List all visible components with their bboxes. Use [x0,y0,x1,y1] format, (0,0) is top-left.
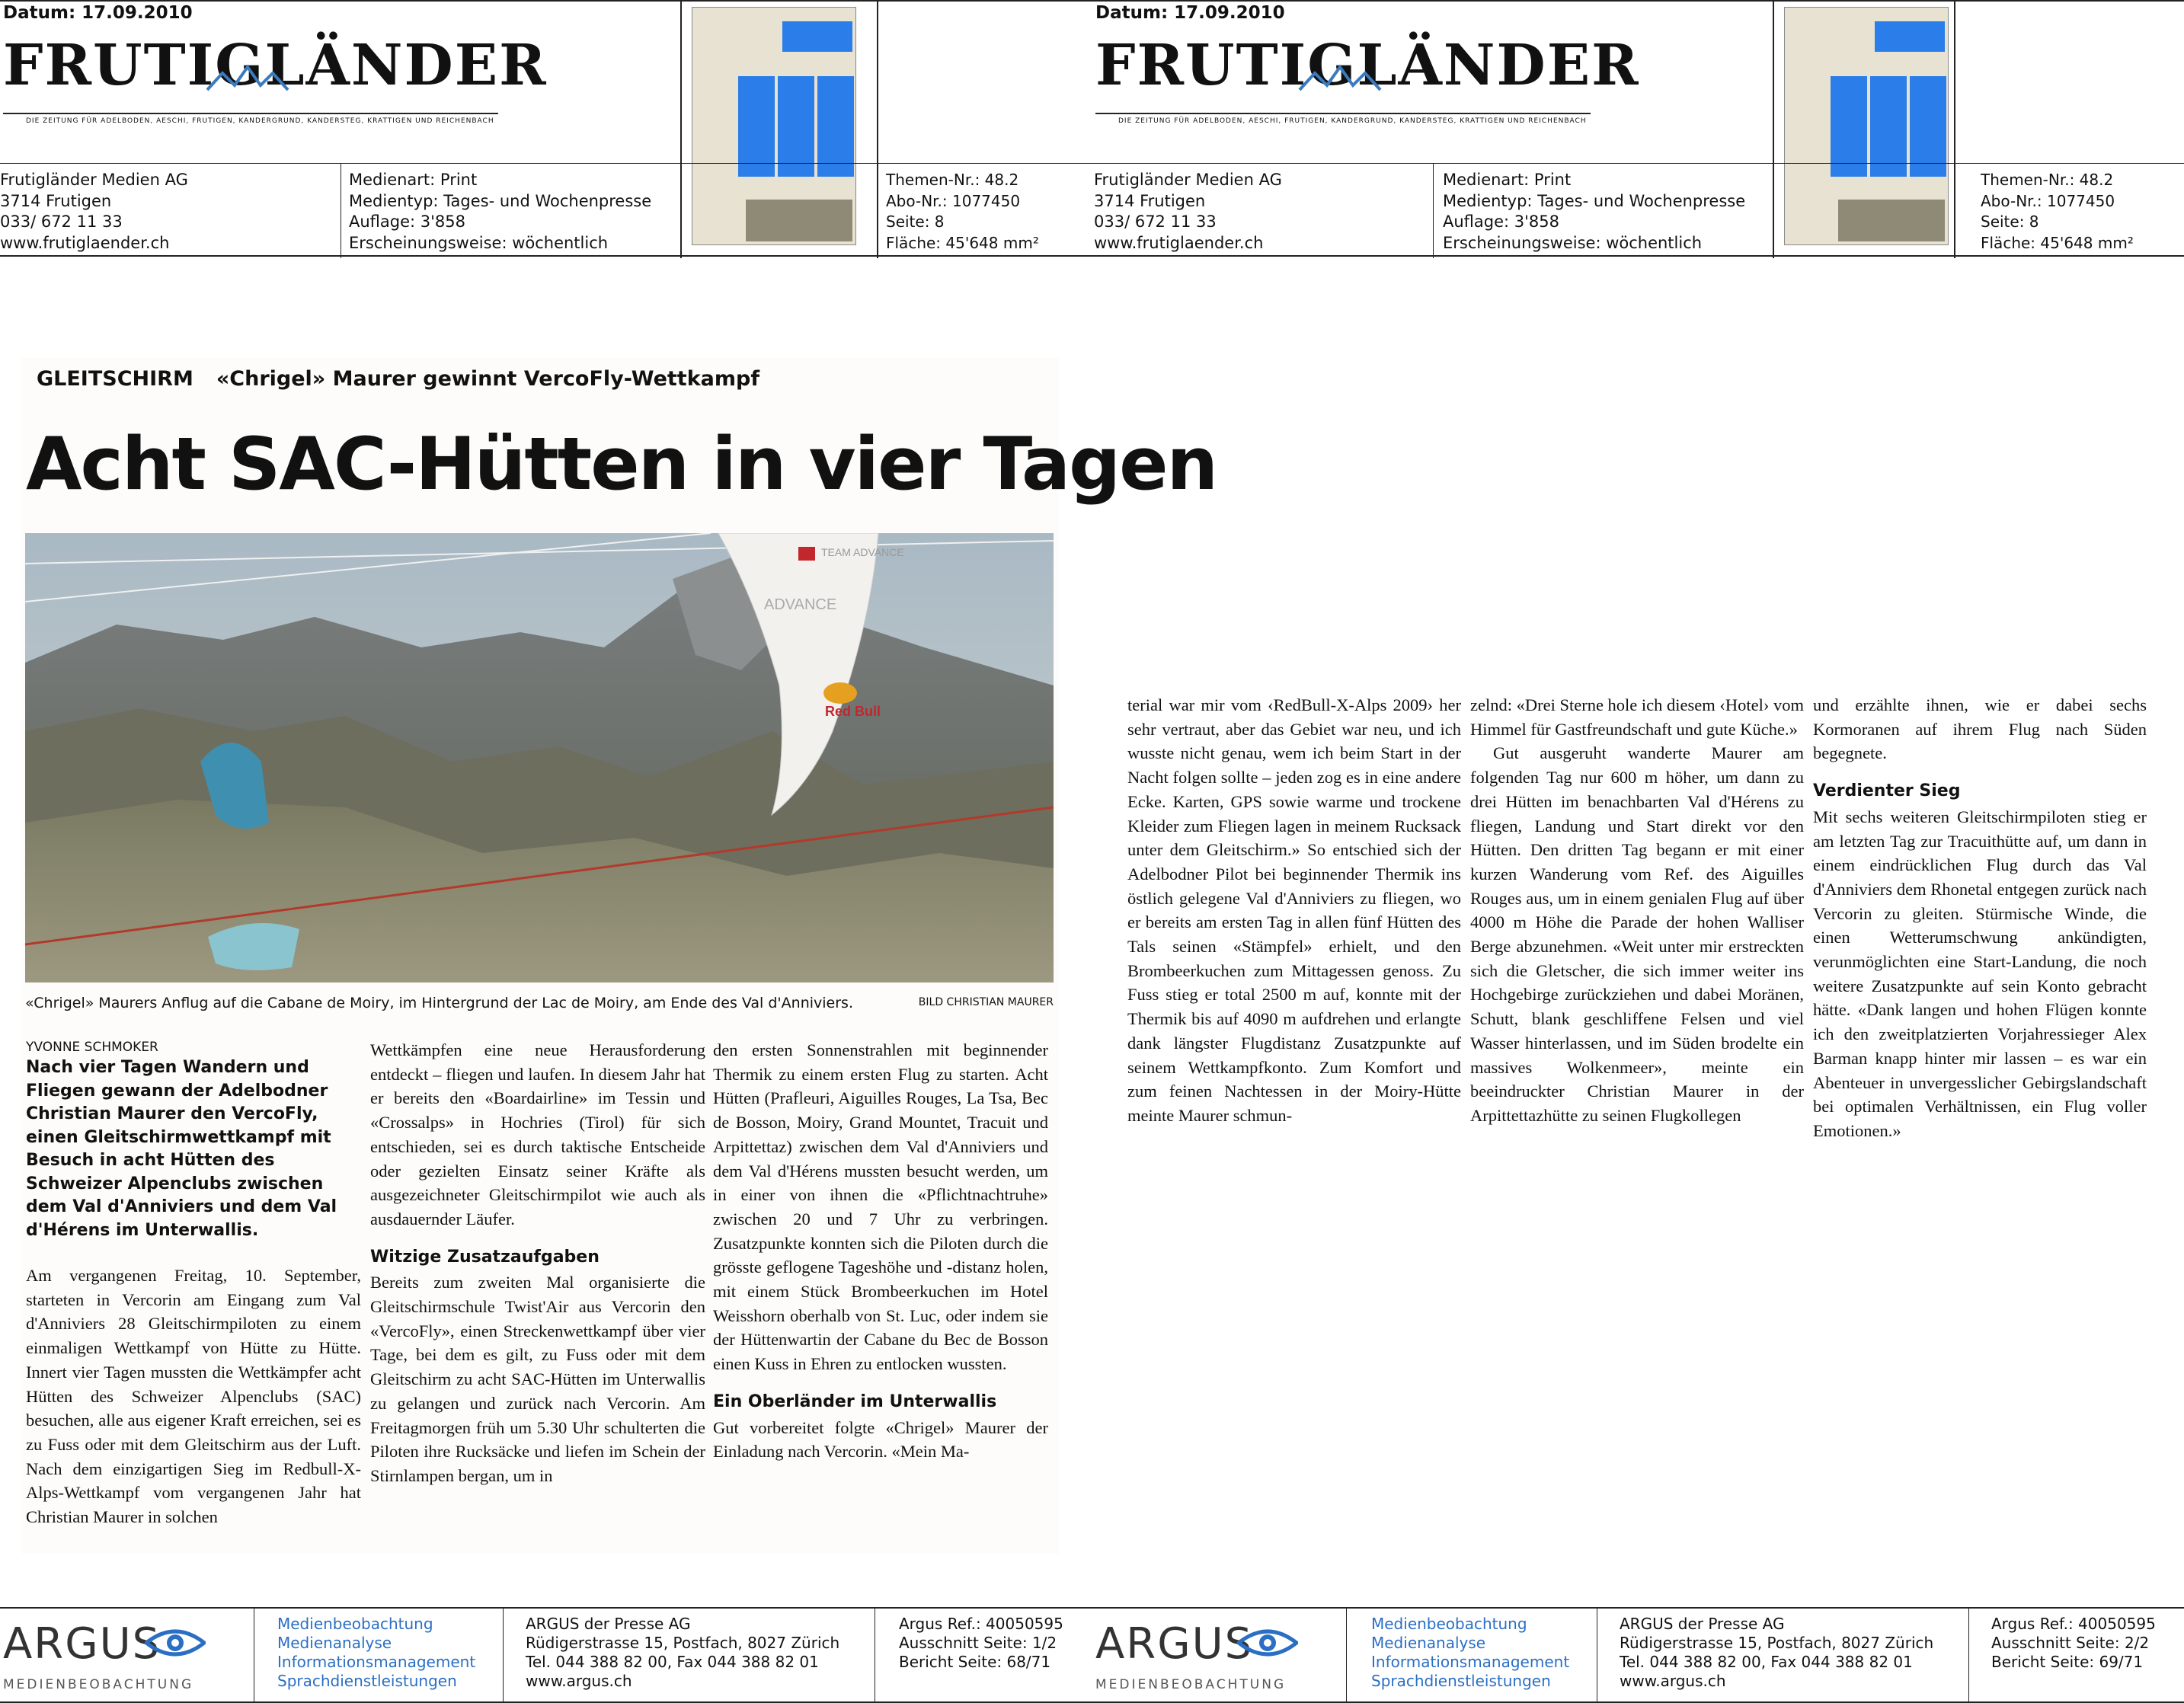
argus-tagline: MEDIENBEOBACHTUNG [3,1677,194,1692]
masthead-title: FRUTIGLÄNDER [3,33,548,98]
media-block [349,170,651,254]
services-list [1371,1615,1569,1691]
circulation: Auflage: 3'858 [1443,212,1559,231]
paraglider-photo [25,533,1054,982]
argus-tagline: MEDIENBEOBACHTUNG [1095,1677,1287,1692]
wing-text-team: TEAM ADVANCE [821,546,904,558]
address-line: Rüdigerstrasse 15, Postfach, 8027 Zürich [1620,1634,1934,1652]
service-item: Medienanalyse [277,1634,392,1652]
address-line: Tel. 044 388 82 00, Fax 044 388 82 01 [526,1653,819,1671]
subscription-number: Abo-Nr.: 1077450 [1981,191,2115,210]
article-lead: Nach vier Tagen Wandern und Fliegen gewann der Adelbodner Christian Maurer den VercoFly, einen Gleitschirmwettkampf mit Besuch in acht Hütten des Schweizer Alpenclubs zwischen dem Val d'Anniviers und dem Val d'Hérens im Unterwallis. [26,1058,337,1240]
article-column-2 [370,1038,705,1488]
argus-logo: ARGUS [3,1619,161,1669]
address-line: www.argus.ch [526,1672,632,1690]
publisher-website: www.frutiglaender.ch [0,233,170,252]
publisher-name: Frutigländer Medien AG [0,171,188,189]
paragraph: Bereits zum zweiten Mal organisierte die Gleitschirmschule Twist'Air aus Vercorin den «VercoFly», einen Streckenwettkampf über vier Tage, bei dem es gilt, zu Fuss oder mit dem Gleitschirm zu acht SAC-Hütten im Unterwallis zu gelangen und zurück nach Vercorin. Am Freitagmorgen früh um 5.30 Uhr schulterten die Piloten ihre Rucksäcke und liefen im Schein der Stirnlampen bergan, um in [370,1273,705,1485]
reference-block [1981,170,2134,254]
clipping-date: Datum: 17.09.2010 [1095,3,1285,23]
eye-logo-icon [145,1624,206,1662]
page-footer [0,1607,1092,1703]
publication-info-row [0,163,1092,258]
argus-address [526,1615,839,1691]
service-item: Sprachdienstleistungen [1371,1672,1551,1690]
clipping-date: Datum: 17.09.2010 [3,3,193,23]
address-line: www.argus.ch [1620,1672,1726,1690]
argus-address [1620,1615,1933,1691]
area: Fläche: 45'648 mm² [886,233,1039,252]
masthead-subtitle: DIE ZEITUNG FÜR ADELBODEN, AESCHI, FRUTIGEN, KANDERGRUND, KANDERSTEG, KRATTIGEN UND REICHENBACH [26,117,494,125]
paragraph: den ersten Sonnenstrahlen mit beginnender Thermik zu einem ersten Flug zu starten. Acht Hütten (Prafleuri, Aiguilles Rouges, La Tsa, Bec de Bosson, Moiry, Grand Mountet, Tracuit und Arpittettaz) zwischen dem Val d'Anniviers und dem Val d'Hérens mussten besucht werden, um in einer von ihnen die «Pflichtnachtruhe» zwischen 20 und 7 Uhr zu verbringen. Zusatzpunkte konnten sich die Piloten durch die grösste geflogene Tageshöhe und -distanz holen, mit einem Stück Brombeerkuchen im Hotel Weisshorn oberhalb von St. Luc, oder indem sie der Hüttenwartin der Cabane du Bec de Bosson einen Kuss in Ehren zu entlocken wussten. [713,1040,1048,1374]
paragraph: und erzählte ihnen, wie er dabei sechs Kormoranen auf ihrem Flug nach Süden begegnete. [1813,695,2147,763]
paragraph: Wettkämpfen eine neue Herausforderung entdeckt – fliegen und laufen. In diesem Jahr hat er bereits den «Boardairline» im Tessin und «Crossalps» in Hochries (Tirol) für sich entschieden, sei es durch taktische Entscheide oder gezielten Einsatz seiner Kräfte als ausgezeichneter Gleitschirmpilot wie auch als ausdauernder Läufer. [370,1040,705,1229]
wing-text-redbull: Red Bull [825,704,881,719]
subscription-number: Abo-Nr.: 1077450 [886,191,1021,210]
masthead-subtitle: DIE ZEITUNG FÜR ADELBODEN, AESCHI, FRUTIGEN, KANDERGRUND, KANDERSTEG, KRATTIGEN UND REICHENBACH [1118,117,1587,125]
service-item: Informationsmanagement [1371,1653,1570,1671]
paragraph: Gut ausgeruht wanderte Maurer am folgenden Tag nur 600 m höher, um dann zu drei Hütten im benachbarten Val d'Hérens zu fliegen, Landung und Start direkt vor den Hütten. Den dritten Tag begann er mit einer kurzen Wanderung vom Ref. des Aiguilles Rouges aus, um in einem genialen Flug auf über 4000 m Höhe die Parade der hohen Walliser Berge abzunehmen. «Weit unter mir erstreckten sich die Gletscher, die sich immer weiter ins Hochgebirge zurückziehen und dabei Moränen, Schutt, blank geschliffene Felsen und viel Wasser hinterlassen, und im Süden brodelte ein massives Wolkenmeer», meinte ein beeindruckter Christian Maurer in der Arpittettazhütte zu seinen Flugkollegen [1470,743,1804,1125]
service-item: Medienbeobachtung [1371,1615,1527,1633]
article-kicker [37,367,759,391]
paragraph: Gut vorbereitet folgte «Chrigel» Maurer der Einladung nach Vercorin. «Mein Ma- [713,1417,1048,1462]
publisher-name: Frutigländer Medien AG [1094,171,1282,189]
publisher-phone: 033/ 672 11 33 [1094,212,1217,231]
article-clipping [21,358,1217,1554]
publisher-city: 3714 Frutigen [1094,191,1206,210]
publisher-phone: 033/ 672 11 33 [0,212,123,231]
publisher-website: www.frutiglaender.ch [1094,233,1264,252]
author-name: YVONNE SCHMOKER [26,1040,158,1055]
frequency: Erscheinungsweise: wöchentlich [1443,233,1703,252]
services-list [277,1615,475,1691]
paragraph: Am vergangenen Freitag, 10. September, starteten in Vercorin am Eingang zum Val d'Anniviers 28 Gleitschirmpiloten zu einem einmaligen Wettkampf von Hütte zu Hütte. Innert vier Tagen mussten die Wettkämpfer acht Hütten des Schweizer Alpenclubs (SAC) besuchen, alle aus eigener Kraft erreichen, sei es zu Fuss oder mit dem Gleitschirm aus der Luft. Nach dem einzigartigen Sieg im Redbull-X-Alps-Wettkampf vom vergangenen Jahr hat Christian Maurer in solchen [26,1266,361,1527]
service-item: Medienanalyse [1371,1634,1486,1652]
service-item: Medienbeobachtung [277,1615,433,1633]
eye-logo-icon [1237,1624,1298,1662]
topic-number: Themen-Nr.: 48.2 [886,171,1019,189]
page-number: Seite: 8 [886,212,945,231]
reference-line: Ausschnitt Seite: 2/2 [1991,1634,2150,1652]
photo-credit: BILD CHRISTIAN MAURER [918,996,1054,1008]
masthead-title: FRUTIGLÄNDER [1095,33,1640,98]
reference-line: Argus Ref.: 40050595 [899,1615,1063,1633]
paragraph: Mit sechs weiteren Gleitschirmpiloten stieg er am letzten Tag zur Tracuithütte auf, um dann in einem eindrücklichen Flug durch das Val d'Anniviers dem Rhonetal entgegen zurück nach Vercorin zu gleiten. Stürmische Winde, die einen Wetterumschwung ankündigten, verunmöglichten eine Start-Landung, die noch weitere Zusatzpunkte auf sein Konto gebracht hätte. «Dank langen und hohen Flügen konnte ich den zweitplatzierten Vorjahressieger Alex Barman knapp hinter mir lassen – es war ein Abenteuer in unvergesslicher Gebirgslandschaft bei optimalen Verhältnissen, ein Flug voller Emotionen.» [1813,807,2147,1140]
media-type: Medienart: Print [1443,171,1572,189]
argus-reference [1991,1615,2156,1672]
topic-number: Themen-Nr.: 48.2 [1981,171,2114,189]
media-type: Medienart: Print [349,171,478,189]
photo-caption [25,995,1054,1011]
media-category: Medientyp: Tages- und Wochenpresse [349,191,652,210]
caption-text: «Chrigel» Maurers Anflug auf die Cabane de Moiry, im Hintergrund der Lac de Moiry, am Ende des Val d'Anniviers. [25,995,853,1011]
page-footer [1092,1607,2184,1703]
reference-line: Argus Ref.: 40050595 [1991,1615,2156,1633]
paragraph: zelnd: «Drei Sterne hole ich diesem ‹Hotel› vom Himmel für Gastfreundschaft und gute Küche.» [1470,695,1804,739]
reference-block [886,170,1039,254]
subheading: Verdienter Sieg [1813,781,1961,801]
subheading: Ein Oberländer im Unterwallis [713,1391,997,1411]
article-column-3 [713,1038,1048,1464]
frequency: Erscheinungsweise: wöchentlich [349,233,609,252]
address-line: ARGUS der Presse AG [1620,1615,1785,1633]
reference-line: Bericht Seite: 69/71 [1991,1653,2144,1671]
area: Fläche: 45'648 mm² [1981,233,2134,252]
service-item: Informationsmanagement [277,1653,476,1671]
media-block [1443,170,1745,254]
article-column-1 [26,1038,361,1529]
kicker-title: «Chrigel» Maurer gewinnt VercoFly-Wettkampf [216,367,760,391]
reference-line: Ausschnitt Seite: 1/2 [899,1634,1057,1652]
wing-text-advance: ADVANCE [764,596,837,613]
address-line: Tel. 044 388 82 00, Fax 044 388 82 01 [1620,1653,1913,1671]
reference-line: Bericht Seite: 68/71 [899,1653,1051,1671]
address-line: ARGUS der Presse AG [526,1615,691,1633]
media-category: Medientyp: Tages- und Wochenpresse [1443,191,1746,210]
mountain-logo-icon [206,62,289,93]
page-number: Seite: 8 [1981,212,2039,231]
subheading: Witzige Zusatzaufgaben [370,1247,600,1267]
publisher-block [1094,170,1282,254]
paragraph: terial war mir vom ‹RedBull-X-Alps 2009› her sehr vertraut, aber das Gebiet war neu, und ich wusste nicht genau, wem ich beim Start in der Nacht folgen sollte – jeden zog es in eine andere Ecke. Karten, GPS sowie warme und trockene Kleider zum Fliegen lagen in meinem Rucksack unter dem Gleitschirm.» So entschied sich der Adelbodner Pilot bei beginnender Thermik ins östlich gelegene Val d'Anniviers zu fliegen, wo er bereits am ersten Tag in allen fünf Hütten des Tals seinen «Stämpfel» erhielt, und den Brombeerkuchen zum Mittagessen genoss. Zu Fuss stieg er total 2500 m auf, konnte mit der Thermik bis auf 4090 m aufdrehen und erlangte dank längster Flugdistanz Zusatzpunkte auf seinem Wettkampfkonto. Zum Komfort und zum feinen Nachtessen in der Moiry-Hütte meinte Maurer schmun- [1127,695,1461,1125]
article-headline: Acht SAC-Hütten in vier Tagen [26,423,1217,506]
argus-reference [899,1615,1063,1672]
article-column-6 [1813,693,2147,1143]
article-column-5 [1470,693,1804,1128]
publication-info-row [1092,163,2184,258]
publisher-city: 3714 Frutigen [0,191,112,210]
page-header [1092,0,2184,257]
publisher-block [0,170,188,254]
page-header [0,0,1092,257]
mountain-logo-icon [1298,62,1382,93]
article-column-4 [1127,693,1461,1128]
clipping-page-2 [1092,0,2184,1703]
argus-logo: ARGUS [1095,1619,1254,1669]
kicker-section: GLEITSCHIRM [37,367,193,391]
address-line: Rüdigerstrasse 15, Postfach, 8027 Zürich [526,1634,840,1652]
circulation: Auflage: 3'858 [349,212,465,231]
service-item: Sprachdienstleistungen [277,1672,457,1690]
